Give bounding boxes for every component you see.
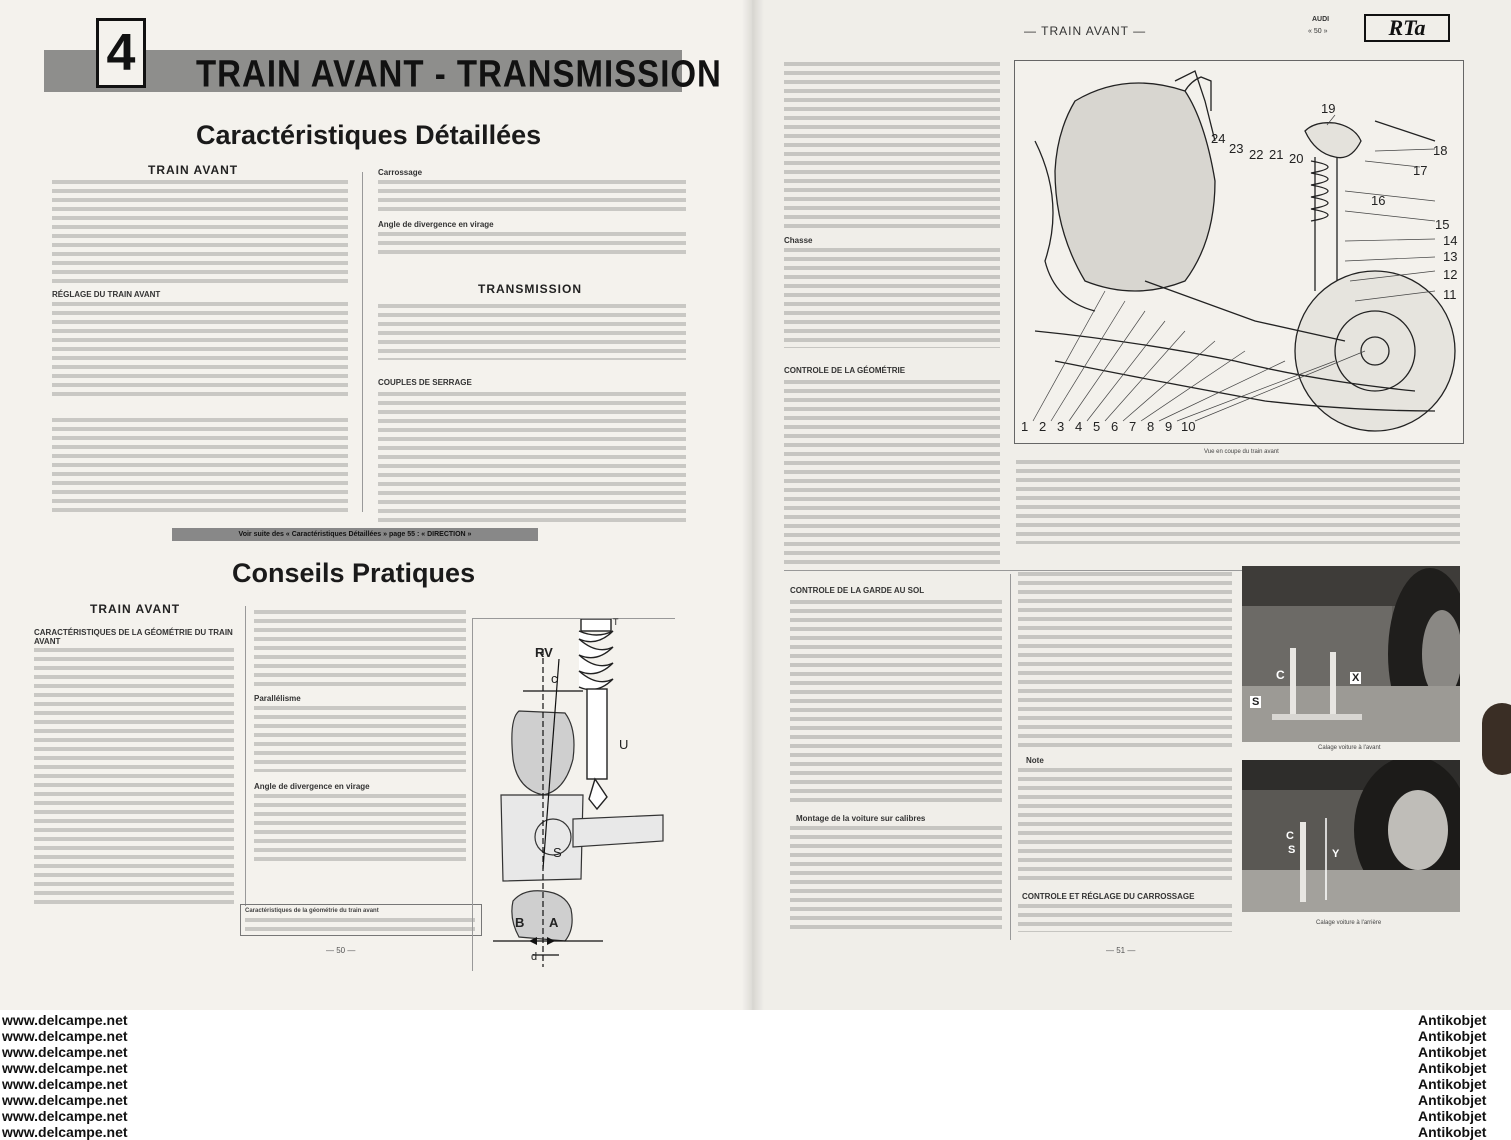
body-text-block bbox=[52, 302, 348, 398]
chapter-number: 4 bbox=[96, 18, 146, 88]
body-text-block bbox=[1018, 572, 1232, 748]
brand-model: « 50 » bbox=[1308, 28, 1328, 35]
section-title-conseils: Conseils Pratiques bbox=[232, 558, 476, 588]
watermark-left: www.delcampe.net bbox=[2, 1028, 128, 1044]
cutaway-legend bbox=[1016, 460, 1460, 544]
watermark-right: Antikobjet bbox=[1418, 1108, 1487, 1124]
label-geometrie: CARACTÉRISTIQUES DE LA GÉOMÉTRIE DU TRAIN AVANT bbox=[34, 628, 233, 646]
label-parallelisme: Parallélisme bbox=[254, 694, 301, 703]
watermark-left: www.delcampe.net bbox=[2, 1108, 128, 1124]
photo1-label-x: X bbox=[1352, 672, 1360, 684]
caption-box bbox=[240, 904, 482, 936]
watermark-right: Antikobjet bbox=[1418, 1060, 1487, 1076]
body-text-block bbox=[254, 706, 466, 772]
callout-15: 15 bbox=[1435, 217, 1450, 232]
photo2-label-c: C bbox=[1286, 830, 1294, 842]
callout-13: 13 bbox=[1443, 249, 1458, 264]
body-text-block bbox=[784, 248, 1000, 348]
column-divider bbox=[362, 172, 363, 512]
callout-2: 2 bbox=[1039, 419, 1047, 434]
subheading-train-avant: TRAIN AVANT bbox=[148, 163, 239, 177]
body-text-block bbox=[1018, 768, 1232, 880]
callout-3: 3 bbox=[1057, 419, 1065, 434]
photo2-label-y: Y bbox=[1332, 848, 1340, 860]
watermark-left: www.delcampe.net bbox=[2, 1044, 128, 1060]
label-chasse: Chasse bbox=[784, 236, 813, 245]
callout-9: 9 bbox=[1165, 419, 1173, 434]
column-divider bbox=[245, 606, 246, 906]
body-text-block bbox=[1018, 904, 1232, 932]
label-angle-divergence: Angle de divergence en virage bbox=[378, 220, 494, 229]
callout-6: 6 bbox=[1111, 419, 1119, 434]
body-text-block bbox=[378, 392, 686, 522]
photo1-label-s: S bbox=[1252, 696, 1260, 708]
body-text-block bbox=[254, 794, 466, 864]
label-controle-geometrie: CONTROLE DE LA GÉOMÉTRIE bbox=[784, 366, 906, 375]
callout-11: 11 bbox=[1443, 287, 1457, 302]
diagram-label-d: d bbox=[531, 951, 538, 963]
watermark-right: Antikobjet bbox=[1418, 1044, 1487, 1060]
watermark-right: Antikobjet bbox=[1418, 1028, 1487, 1044]
diagram-label-t: T bbox=[613, 617, 619, 627]
subheading-transmission: TRANSMISSION bbox=[478, 282, 583, 296]
callout-1: 1 bbox=[1021, 419, 1029, 434]
subheading-conseils-train-avant: TRAIN AVANT bbox=[90, 602, 181, 616]
chapter-title: TRAIN AVANT - TRANSMISSION bbox=[196, 52, 722, 95]
diagram-label-u: U bbox=[619, 737, 629, 752]
watermark-right: Antikobjet bbox=[1418, 1012, 1487, 1028]
label-controle-carrossage: CONTROLE ET RÉGLAGE DU CARROSSAGE bbox=[1022, 892, 1195, 901]
page-number-left: — 50 — bbox=[326, 946, 356, 955]
body-text-block bbox=[784, 62, 1000, 228]
watermark-right: Antikobjet bbox=[1418, 1124, 1487, 1140]
body-text-block bbox=[378, 232, 686, 254]
body-text-block bbox=[790, 600, 1002, 806]
front-axle-cutaway bbox=[1014, 60, 1464, 444]
label-reglage: RÉGLAGE DU TRAIN AVANT bbox=[52, 290, 161, 299]
body-text-block bbox=[790, 826, 1002, 932]
label-carrossage: Carrossage bbox=[378, 168, 423, 177]
running-head: — TRAIN AVANT — bbox=[1024, 24, 1147, 38]
label-montage: Montage de la voiture sur calibres bbox=[796, 814, 926, 823]
body-text-block bbox=[52, 418, 348, 516]
front-suspension-geometry-drawing bbox=[473, 619, 675, 971]
watermark-area bbox=[0, 1010, 1511, 1140]
page-tab bbox=[1482, 703, 1511, 775]
body-text-block bbox=[378, 304, 686, 360]
callout-4: 4 bbox=[1075, 419, 1083, 434]
callout-10: 10 bbox=[1181, 419, 1196, 434]
photo-front-drawing bbox=[1242, 566, 1460, 742]
callout-23: 23 bbox=[1229, 141, 1244, 156]
photo-rear-drawing bbox=[1242, 760, 1460, 912]
watermark-left: www.delcampe.net bbox=[2, 1124, 128, 1140]
photo1-caption: Calage voiture à l'avant bbox=[1318, 745, 1381, 751]
watermark-left: www.delcampe.net bbox=[2, 1092, 128, 1108]
brand-label: AUDI bbox=[1312, 16, 1330, 23]
diagram-label-c: c bbox=[551, 671, 558, 686]
label-couples: COUPLES DE SERRAGE bbox=[378, 378, 472, 387]
caption-box-title: Caractéristiques de la géométrie du train avant bbox=[245, 908, 379, 914]
see-also-note: Voir suite des « Caractéristiques Détaillées » page 55 : « DIRECTION » bbox=[172, 528, 538, 541]
cutaway-caption: Vue en coupe du train avant bbox=[1204, 449, 1279, 455]
photo1-label-c: C bbox=[1276, 668, 1285, 682]
callout-19: 19 bbox=[1321, 101, 1336, 116]
callout-12: 12 bbox=[1443, 267, 1458, 282]
book-gutter bbox=[742, 0, 764, 1010]
column-divider bbox=[1010, 574, 1011, 940]
watermark-left: www.delcampe.net bbox=[2, 1012, 128, 1028]
page-number-right: — 51 — bbox=[1106, 946, 1136, 955]
section-title-caracteristiques: Caractéristiques Détaillées bbox=[196, 120, 542, 150]
geometry-diagram bbox=[472, 618, 675, 971]
callout-5: 5 bbox=[1093, 419, 1101, 434]
callout-17: 17 bbox=[1413, 163, 1428, 178]
rta-logo: RTa bbox=[1364, 14, 1450, 42]
watermark-left: www.delcampe.net bbox=[2, 1060, 128, 1076]
photo-rear-jack bbox=[1242, 760, 1460, 912]
callout-18: 18 bbox=[1433, 143, 1448, 158]
callout-21: 21 bbox=[1269, 147, 1284, 162]
photo2-caption: Calage voiture à l'arrière bbox=[1316, 920, 1382, 926]
callout-14: 14 bbox=[1443, 233, 1458, 248]
callout-16: 16 bbox=[1371, 193, 1386, 208]
left-page bbox=[0, 0, 752, 1010]
diagram-label-a: A bbox=[549, 915, 559, 930]
callout-20: 20 bbox=[1289, 151, 1304, 166]
label-note: Note bbox=[1026, 756, 1044, 765]
watermark-right: Antikobjet bbox=[1418, 1092, 1487, 1108]
label-angle-divergence-2: Angle de divergence en virage bbox=[254, 782, 370, 791]
body-text-block bbox=[52, 180, 348, 284]
diagram-label-s: S bbox=[553, 845, 562, 860]
label-controle-garde: CONTROLE DE LA GARDE AU SOL bbox=[790, 586, 925, 595]
body-text-block bbox=[784, 380, 1000, 566]
body-text-block bbox=[378, 180, 686, 212]
caption-box-text bbox=[245, 918, 475, 932]
body-text-block bbox=[254, 610, 466, 686]
watermark-right: Antikobjet bbox=[1418, 1076, 1487, 1092]
photo-front-jack bbox=[1242, 566, 1460, 742]
callout-8: 8 bbox=[1147, 419, 1155, 434]
callout-7: 7 bbox=[1129, 419, 1137, 434]
photo2-label-s: S bbox=[1288, 844, 1296, 856]
watermark-left: www.delcampe.net bbox=[2, 1076, 128, 1092]
callout-22: 22 bbox=[1249, 147, 1264, 162]
diagram-label-b: B bbox=[515, 915, 525, 930]
body-text-block bbox=[34, 648, 234, 904]
cutaway-drawing bbox=[1015, 61, 1463, 443]
diagram-label-rv: RV bbox=[535, 645, 553, 660]
callout-24: 24 bbox=[1211, 131, 1226, 146]
